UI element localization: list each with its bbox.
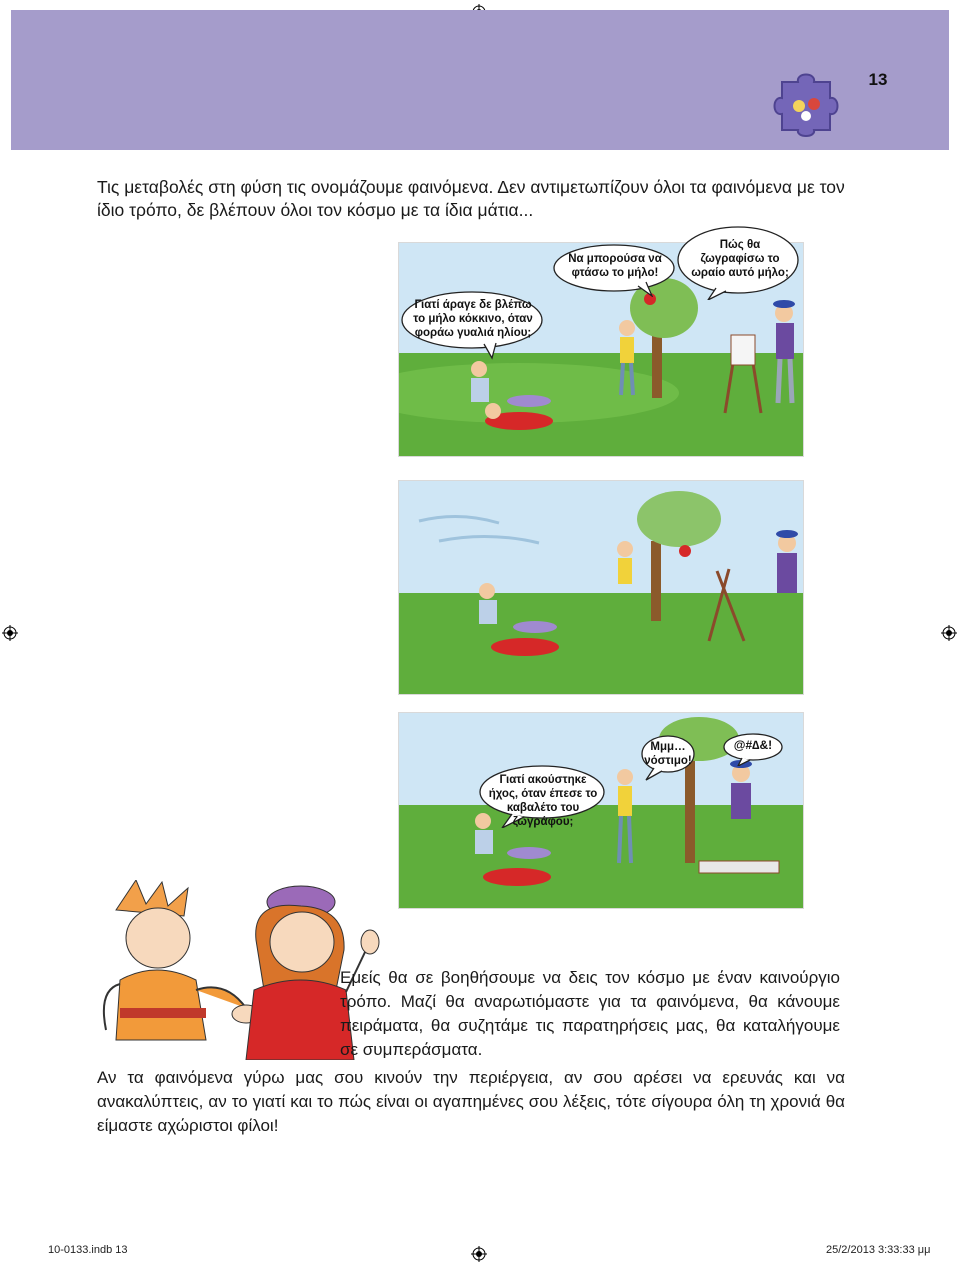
registration-mark-icon [941, 625, 957, 641]
closing-paragraph: Αν τα φαινόμενα γύρω μας σου κινούν την περιέργεια, αν σου αρέσει να ερευνάς και να ανακαλύπτεις, αν το γιατί και το πώς είναι οι αγαπημένες σου λέξεις, τότε σίγουρα όλη τη χρονιά θα είμαστε αχώριστοι φίλοι! [97, 1068, 845, 1135]
puzzle-piece-icon [770, 66, 844, 140]
registration-mark-icon [2, 625, 18, 641]
panel-2-illustration [399, 481, 803, 694]
comic-panel-2 [398, 480, 804, 695]
bubble-text-girl-3: Μμμ… νόστιμο! [644, 741, 692, 767]
intro-text: Τις μεταβολές στη φύση τις ονομάζουμε φαινόμενα. Δεν αντιμετωπίζουν όλοι τα φαινόμενα με τον ίδιο τρόπο, δε βλέπουν όλοι τον κόσμο με τα ίδια μάτια... [97, 177, 845, 220]
bubble-text-girl-1: Να μπορούσα να φτάσω το μήλο! [568, 253, 662, 279]
bubble-text-boy-3: Γιατί ακούστηκε ήχος, όταν έπεσε το καβαλέτο του ζωγράφου; [488, 774, 598, 828]
bubble-text-painter-3: @#∆&! [733, 738, 773, 752]
main-paragraph: Εμείς θα σε βοηθήσουμε να δεις τον κόσμο με έναν καινούργιο τρόπο. Μαζί θα αναρωτιόμαστε για τα φαινόμενα, θα κάνουμε πειράματα, θα συζητάμε τις παρατηρήσεις μας, θα καταλήγουμε σε συμπεράσματα. [340, 968, 840, 1059]
registration-mark-icon [471, 1246, 487, 1262]
footer-file-info: 10-0133.indb 13 [48, 1244, 128, 1256]
bubble-text-painter-1: Πώς θα ζωγραφίσω το ωραίο αυτό μήλο; [691, 239, 789, 279]
footer-timestamp: 25/2/2013 3:33:33 μμ [826, 1244, 931, 1256]
bubble-text-boy-1: Γιατί άραγε δε βλέπω το μήλο κόκκινο, όταν φοράω γυαλιά ηλίου; [413, 299, 533, 339]
page-number: 13 [868, 70, 888, 89]
